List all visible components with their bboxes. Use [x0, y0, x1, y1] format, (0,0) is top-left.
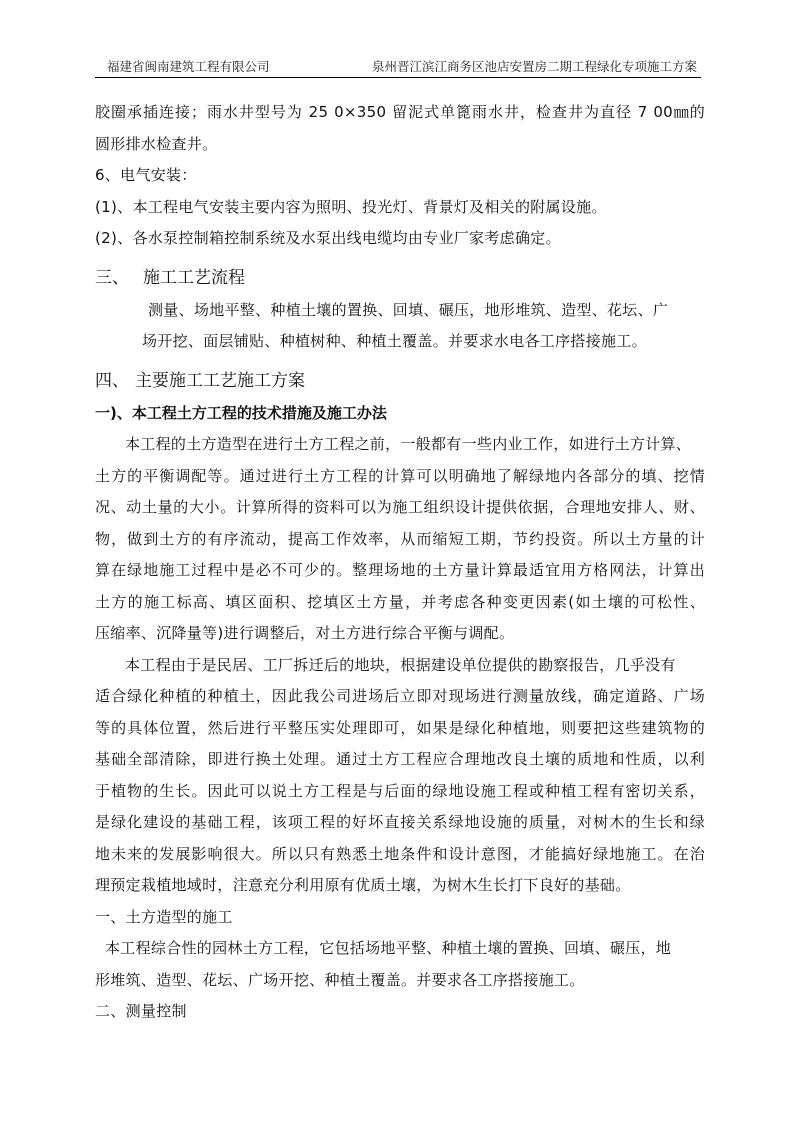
section-heading-3: [95, 255, 705, 295]
text-line: 本工程由于是民居、工厂拆迁后的地块，根据建设单位提供的勘察报告，几乎没有: [125, 655, 676, 674]
text-line: 是绿化建设的基础工程，该项工程的好坏直接关系绿地设施的质量，对树木的生长和绿: [95, 813, 705, 831]
text-line: 胶圈承插连接；雨水井型号为 25 0×350 留泥式单篦雨水井，检查井为直径 7 00㎜的: [95, 103, 705, 121]
text-line: 等的具体位置，然后进行平整压实处理即可，如果是绿化种植地，则要把这些建筑物的: [95, 718, 705, 737]
text-line: 况、动土量的大小。计算所得的资料可以为施工组织设计提供依据，合理地安排人、财、: [95, 498, 705, 516]
section-number: 三、: [95, 267, 129, 288]
text-line: 物，做到土方的有序流动，提高工作效率，从而缩短工期，节约投资。所以土方量的计: [95, 529, 705, 548]
section-title: 施工工艺流程: [143, 267, 245, 288]
text-line: 理预定栽植地域时，注意充分利用原有优质土壤，为树木生长打下良好的基础。: [95, 876, 631, 894]
text-line: 圆形排水检查井。: [95, 134, 218, 153]
section-title: 主要施工工艺施工方案: [135, 370, 305, 391]
text-line: 土方的施工标高、填区面积、挖填区土方量，并考虑各种变更因素(如土壤的可松性、: [95, 592, 705, 611]
section-number: 四、: [95, 370, 129, 391]
text-line: 算在绿地施工过程中是必不可少的。整理场地的土方量计算最适宜用方格网法，计算出: [95, 561, 705, 579]
subsection-heading: 一)、本工程土方工程的技术措施及施工办法: [95, 403, 387, 422]
text-line: 形堆筑、造型、花坛、广场开挖、种植土覆盖。并要求各工序搭接施工。: [95, 970, 585, 989]
text-line: 于植物的生长。因此可以说土方工程是与后面的绿地设施工程或种植工程有密切关系，: [95, 781, 705, 800]
text-line: 土方的平衡调配等。通过进行土方工程的计算可以明确地了解绿地内各部分的填、挖情: [95, 466, 705, 485]
document-body: [95, 97, 705, 1028]
text-line: 本工程综合性的园林土方工程，它包括场地平整、种植土壤的置换、回填、碾压，地: [105, 939, 672, 957]
text-line: 压缩率、沉降量等)进行调整后，对土方进行综合平衡与调配。: [95, 624, 515, 642]
page-header: [95, 55, 701, 78]
section-heading-4: [95, 358, 705, 398]
text-line: (2)、各水泵控制箱控制系统及水泵出线电缆均由专业厂家考虑确定。: [95, 229, 561, 247]
text-line: (1)、本工程电气安装主要内容为照明、投光灯、背景灯及相关的附属设施。: [95, 197, 607, 216]
text-line: 地未来的发展影响很大。所以只有熟悉土地条件和设计意图，才能搞好绿地施工。在治: [95, 844, 705, 863]
header-project-title: 泉州晋江滨江商务区池店安置房二期工程绿化专项施工方案: [371, 59, 697, 74]
text-line: 场开挖、面层铺贴、种植树种、种植土覆盖。并要求水电各工序搭接施工。: [142, 332, 647, 350]
text-line: 适合绿化种植的种植土，因此我公司进场后立即对现场进行测量放线，确定道路、广场: [95, 687, 705, 705]
text-line: 测量、场地平整、种植土壤的置换、回填、碾压，地形堆筑、造型、花坛、广: [148, 300, 669, 319]
header-company: 福建省闽南建筑工程有限公司: [107, 59, 270, 74]
text-line: 6、电气安装：: [95, 166, 197, 184]
text-line: 本工程的土方造型在进行土方工程之前，一般都有一些内业工作，如进行土方计算、: [125, 435, 692, 453]
subsection-heading: 二、测量控制: [95, 1002, 187, 1020]
text-line: 基础全部清除，即进行换土处理。通过土方工程应合理地改良土壤的质地和性质，以利: [95, 750, 705, 768]
subsection-heading: 一、土方造型的施工: [95, 907, 233, 926]
